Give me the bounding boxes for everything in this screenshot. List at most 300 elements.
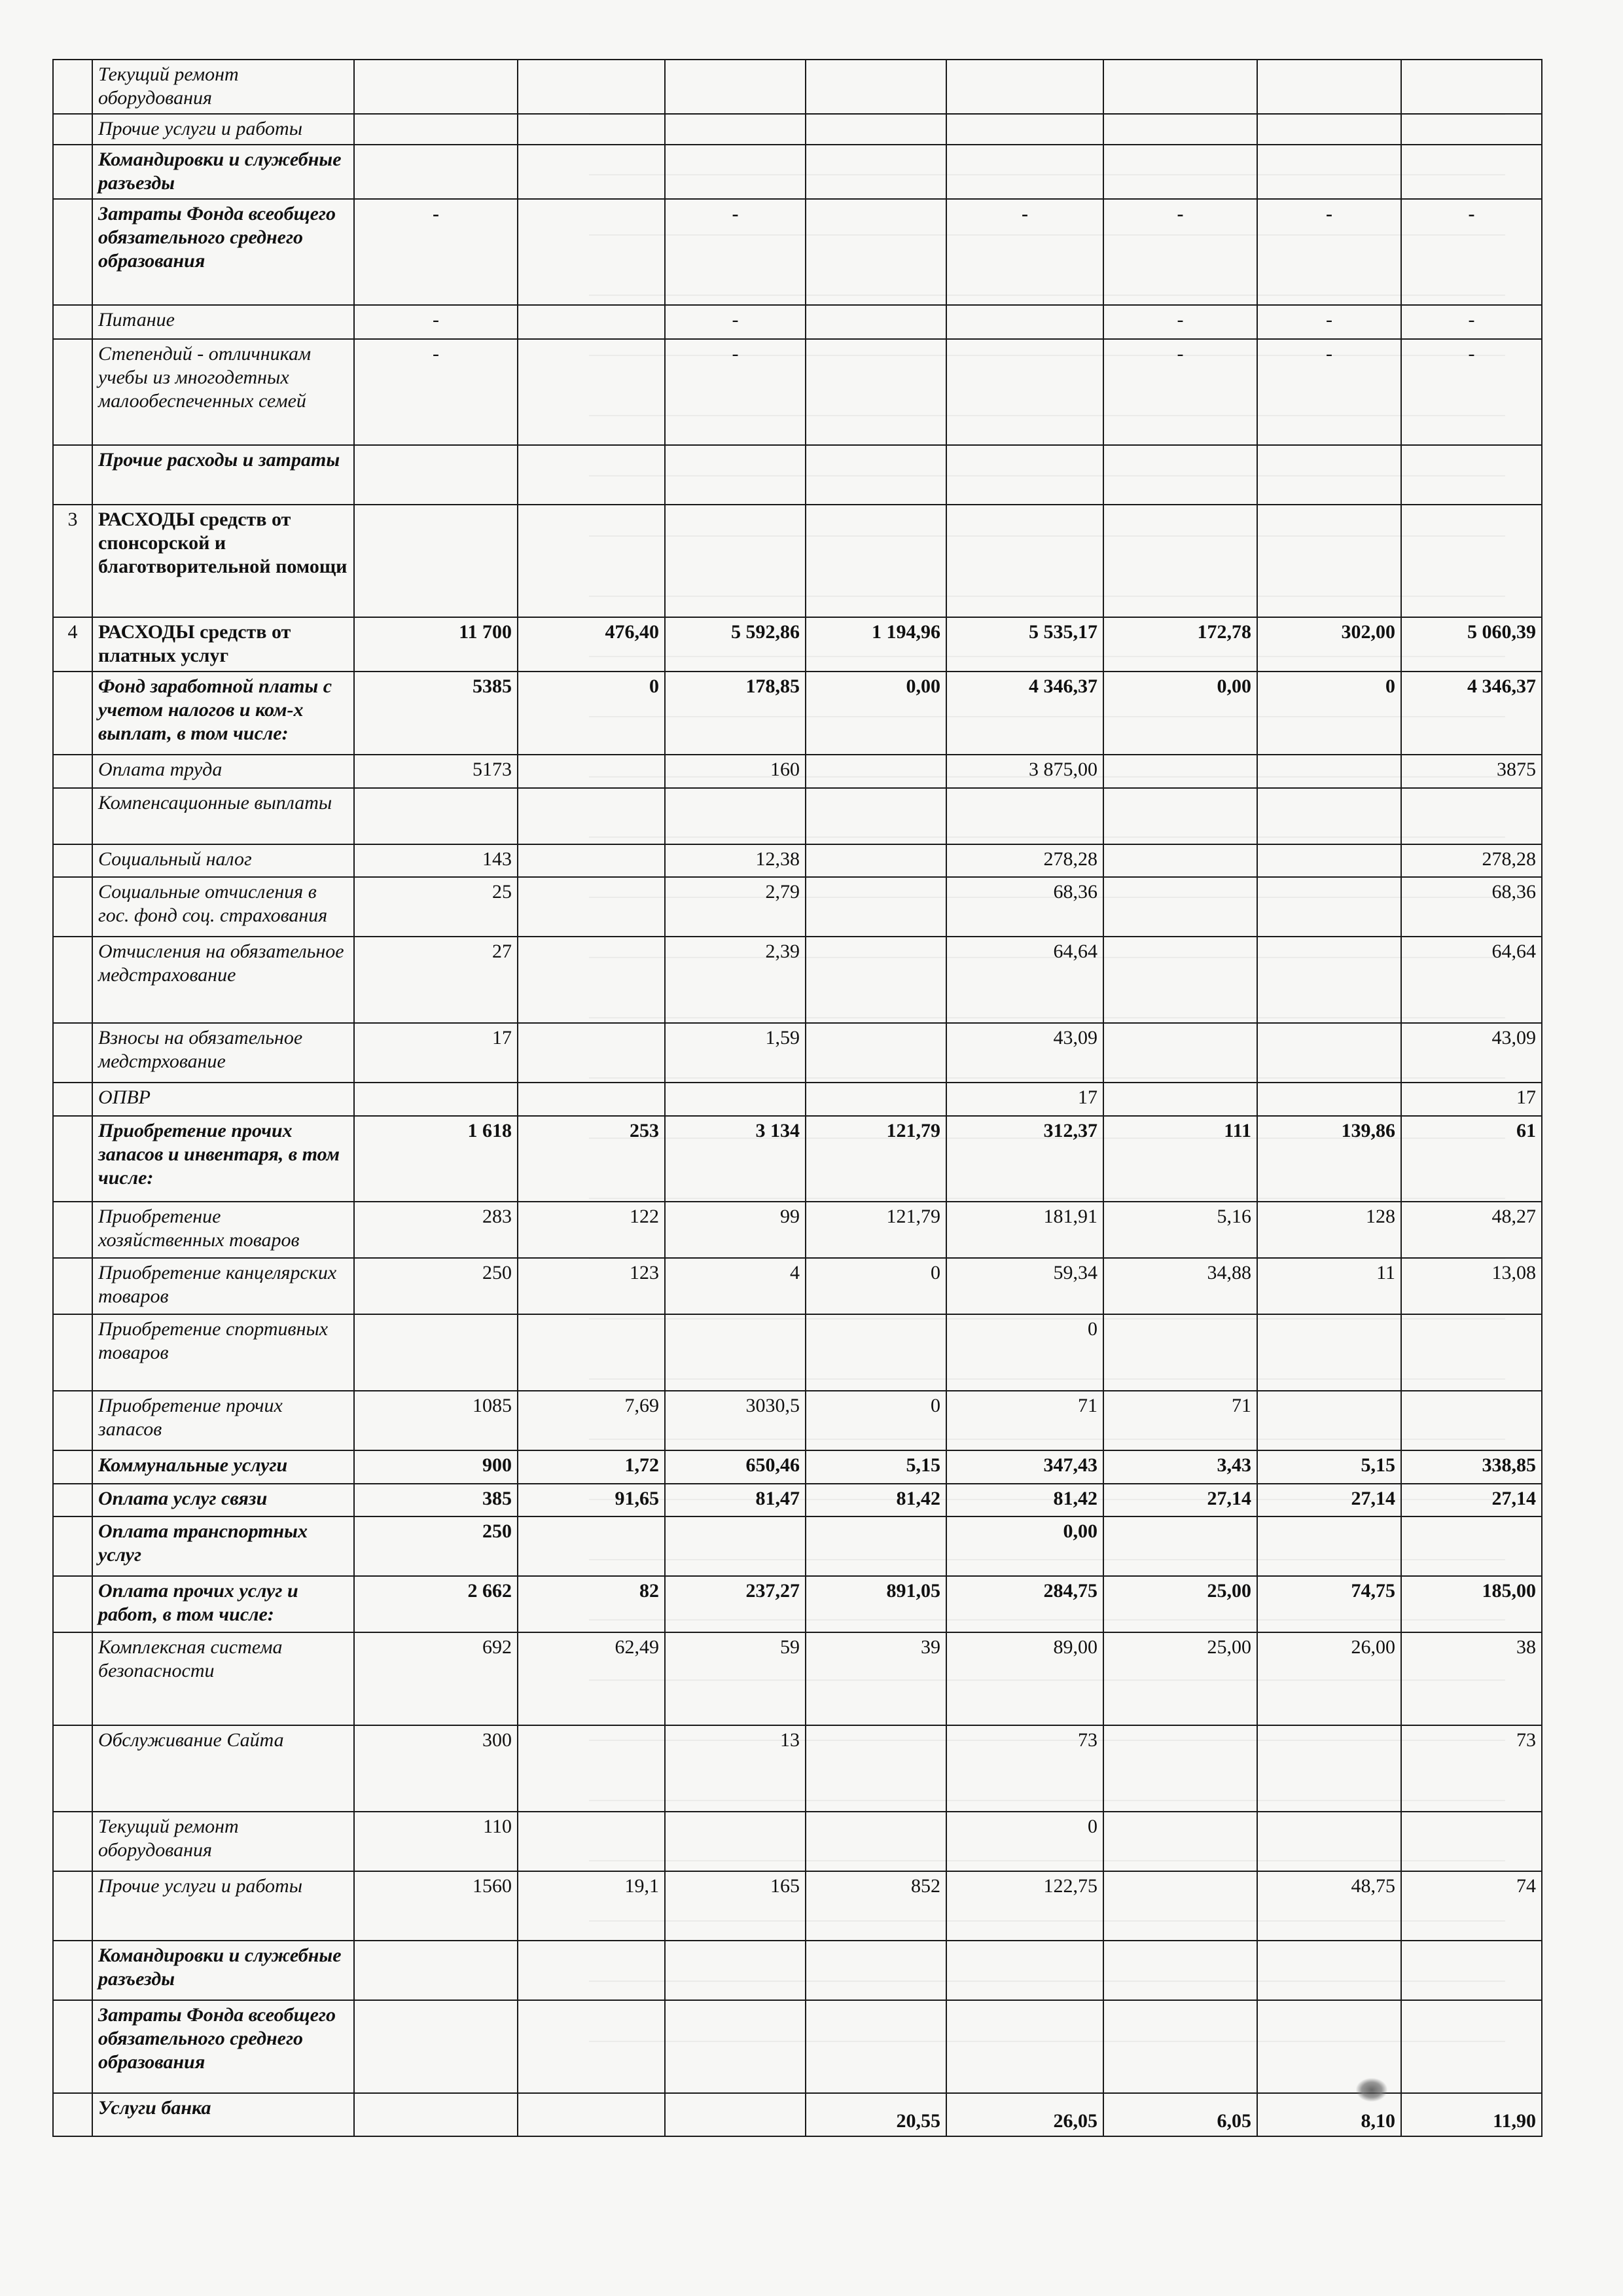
value-cell: 91,65 [518,1484,665,1517]
value-cell [806,1023,946,1083]
value-cell: 385 [354,1484,518,1517]
row-number-cell [53,1023,92,1083]
value-cell: 891,05 [806,1576,946,1632]
value-cell: 250 [354,1258,518,1314]
value-cell [1257,60,1401,114]
value-cell [518,1725,665,1812]
row-label-cell: Приобретение спортивных товаров [92,1314,354,1390]
row-number-cell [53,1576,92,1632]
value-cell [518,2093,665,2136]
value-cell: 73 [946,1725,1103,1812]
value-cell [1103,937,1257,1023]
value-cell: 111 [1103,1116,1257,1202]
value-cell [518,1023,665,1083]
table-row [53,844,1542,878]
value-cell [1257,1083,1401,1116]
value-cell: 3,43 [1103,1450,1257,1484]
value-cell [806,2000,946,2093]
value-cell [1257,877,1401,937]
value-cell [1103,114,1257,145]
value-cell [1103,145,1257,199]
expense-table [52,59,1543,2137]
value-cell [354,445,518,505]
row-label-cell: Приобретение хозяйственных товаров [92,1202,354,1258]
row-number-cell [53,877,92,937]
value-cell: 181,91 [946,1202,1103,1258]
value-cell [1257,1516,1401,1576]
value-cell: - [665,199,806,305]
row-label-cell: Оплата транспортных услуг [92,1516,354,1576]
value-cell: 4 346,37 [946,672,1103,755]
value-cell [665,1083,806,1116]
table-row [53,1391,1542,1450]
value-cell [518,788,665,844]
table-row [53,617,1542,672]
value-cell [806,1941,946,2000]
value-cell: 26,00 [1257,1632,1401,1725]
value-cell [1401,1314,1542,1390]
value-cell [1257,1812,1401,1871]
value-cell [518,1941,665,2000]
value-cell: 81,47 [665,1484,806,1517]
table-row [53,114,1542,145]
value-cell: 121,79 [806,1116,946,1202]
row-number-cell: 3 [53,505,92,617]
value-cell: 1 194,96 [806,617,946,672]
row-number-cell [53,1391,92,1450]
value-cell: 0,00 [946,1516,1103,1576]
value-cell: - [1257,305,1401,340]
value-cell: 650,46 [665,1450,806,1484]
value-cell [354,2093,518,2136]
value-cell: - [354,305,518,340]
row-number-cell [53,1941,92,2000]
value-cell [946,339,1103,445]
value-cell: 25 [354,877,518,937]
value-cell: 160 [665,755,806,788]
row-label-cell: Прочие расходы и затраты [92,445,354,505]
value-cell: 2,79 [665,877,806,937]
table-row [53,1871,1542,1941]
value-cell: - [1103,339,1257,445]
value-cell [665,505,806,617]
value-cell: 5,15 [806,1450,946,1484]
value-cell [354,505,518,617]
value-cell [946,788,1103,844]
table-row [53,2000,1542,2093]
row-number-cell [53,672,92,755]
value-cell: 0 [946,1812,1103,1871]
value-cell [518,305,665,340]
value-cell [354,1083,518,1116]
value-cell: 0 [1257,672,1401,755]
table-row [53,1116,1542,1202]
row-number-cell [53,445,92,505]
value-cell [665,445,806,505]
value-cell [1257,1314,1401,1390]
value-cell: 3 875,00 [946,755,1103,788]
value-cell: 27,14 [1103,1484,1257,1517]
value-cell [806,1725,946,1812]
value-cell [1401,1812,1542,1871]
table-row [53,1083,1542,1116]
value-cell [806,60,946,114]
value-cell: 20,55 [806,2093,946,2136]
value-cell [1103,844,1257,878]
row-label-cell: Прочие услуги и работы [92,114,354,145]
value-cell: 0 [518,672,665,755]
value-cell [665,788,806,844]
value-cell: 5 535,17 [946,617,1103,672]
value-cell: 43,09 [1401,1023,1542,1083]
row-label-cell: Взносы на обязательное медстрхование [92,1023,354,1083]
value-cell: 1560 [354,1871,518,1941]
row-label-cell: Оплата услуг связи [92,1484,354,1517]
value-cell: 71 [946,1391,1103,1450]
value-cell: 34,88 [1103,1258,1257,1314]
value-cell: 476,40 [518,617,665,672]
value-cell [1257,937,1401,1023]
value-cell [518,1516,665,1576]
value-cell: - [1257,339,1401,445]
value-cell [946,445,1103,505]
value-cell [806,305,946,340]
value-cell [806,445,946,505]
value-cell [1103,2000,1257,2093]
value-cell [354,114,518,145]
value-cell: 121,79 [806,1202,946,1258]
value-cell [946,60,1103,114]
value-cell: 2 662 [354,1576,518,1632]
value-cell [806,145,946,199]
value-cell: 237,27 [665,1576,806,1632]
value-cell [1103,1023,1257,1083]
value-cell: 62,49 [518,1632,665,1725]
value-cell: - [665,305,806,340]
value-cell [806,1516,946,1576]
ink-smudge [1356,2078,1387,2102]
value-cell: 123 [518,1258,665,1314]
value-cell: 64,64 [946,937,1103,1023]
row-number-cell [53,1083,92,1116]
table-row [53,877,1542,937]
table-row [53,1314,1542,1390]
table-row [53,339,1542,445]
value-cell [946,1941,1103,2000]
value-cell [946,2000,1103,2093]
value-cell [518,937,665,1023]
value-cell: 11,90 [1401,2093,1542,2136]
value-cell [1103,1871,1257,1941]
table-row [53,445,1542,505]
value-cell [946,305,1103,340]
value-cell [354,1941,518,2000]
row-number-cell [53,1632,92,1725]
value-cell: - [1401,339,1542,445]
value-cell [806,1083,946,1116]
value-cell: 61 [1401,1116,1542,1202]
value-cell: 278,28 [1401,844,1542,878]
value-cell: 11 700 [354,617,518,672]
value-cell [1103,1516,1257,1576]
value-cell [806,339,946,445]
row-number-cell [53,2093,92,2136]
value-cell [518,1083,665,1116]
row-number-cell [53,60,92,114]
row-number-cell [53,1450,92,1484]
value-cell [354,1314,518,1390]
table-row [53,145,1542,199]
table-row [53,199,1542,305]
value-cell [518,755,665,788]
value-cell: - [1103,199,1257,305]
value-cell: - [665,339,806,445]
expense-table-container [52,59,1541,2137]
value-cell [354,145,518,199]
value-cell [518,1812,665,1871]
value-cell [518,145,665,199]
value-cell: 68,36 [1401,877,1542,937]
value-cell: 17 [946,1083,1103,1116]
value-cell [1257,505,1401,617]
value-cell [665,145,806,199]
value-cell: 5 592,86 [665,617,806,672]
row-number-cell [53,1258,92,1314]
value-cell [518,844,665,878]
value-cell [665,2000,806,2093]
value-cell [518,339,665,445]
value-cell: 81,42 [946,1484,1103,1517]
value-cell: - [354,339,518,445]
value-cell [806,844,946,878]
value-cell: 253 [518,1116,665,1202]
value-cell: 48,75 [1257,1871,1401,1941]
row-label-cell: Оплата прочих услуг и работ, в том числе: [92,1576,354,1632]
row-number-cell [53,1314,92,1390]
value-cell [1401,445,1542,505]
value-cell [1103,445,1257,505]
value-cell [806,877,946,937]
value-cell: 185,00 [1401,1576,1542,1632]
value-cell [1257,755,1401,788]
row-number-cell [53,755,92,788]
value-cell: 39 [806,1632,946,1725]
value-cell: 0 [946,1314,1103,1390]
value-cell: 900 [354,1450,518,1484]
value-cell [518,199,665,305]
row-label-cell: РАСХОДЫ средств от спонсорской и благотворительной помощи [92,505,354,617]
table-row [53,505,1542,617]
row-label-cell: Командировки и служебные разъезды [92,1941,354,2000]
table-row [53,1812,1542,1871]
row-label-cell: ОПВР [92,1083,354,1116]
value-cell: - [1401,305,1542,340]
row-label-cell: Приобретение прочих запасов [92,1391,354,1450]
value-cell [665,1812,806,1871]
value-cell: 74 [1401,1871,1542,1941]
value-cell: 143 [354,844,518,878]
row-label-cell: Социальный налог [92,844,354,878]
value-cell [1401,1391,1542,1450]
row-label-cell: Приобретение прочих запасов и инвентаря, в том числе: [92,1116,354,1202]
value-cell: 3 134 [665,1116,806,1202]
value-cell [1401,505,1542,617]
value-cell: 300 [354,1725,518,1812]
table-row [53,305,1542,340]
value-cell: - [1103,305,1257,340]
value-cell: 692 [354,1632,518,1725]
value-cell: 1,72 [518,1450,665,1484]
value-cell: 2,39 [665,937,806,1023]
value-cell [806,755,946,788]
value-cell: 71 [1103,1391,1257,1450]
row-number-cell [53,1202,92,1258]
value-cell: 1 618 [354,1116,518,1202]
value-cell: 302,00 [1257,617,1401,672]
value-cell: 5 060,39 [1401,617,1542,672]
value-cell [1103,505,1257,617]
value-cell: - [354,199,518,305]
value-cell: 0,00 [806,672,946,755]
row-label-cell: Приобретение канцелярских товаров [92,1258,354,1314]
value-cell: 68,36 [946,877,1103,937]
table-row [53,1484,1542,1517]
row-number-cell [53,1516,92,1576]
row-number-cell [53,1725,92,1812]
table-row [53,1516,1542,1576]
row-label-cell: Текущий ремонт оборудования [92,1812,354,1871]
table-row [53,788,1542,844]
value-cell: 27,14 [1257,1484,1401,1517]
row-label-cell: Затраты Фонда всеобщего обязательного среднего образования [92,199,354,305]
value-cell [354,2000,518,2093]
value-cell [665,1516,806,1576]
row-label-cell: Отчисления на обязательное медстрахование [92,937,354,1023]
value-cell: 7,69 [518,1391,665,1450]
value-cell [1257,1391,1401,1450]
value-cell [1257,145,1401,199]
value-cell [806,199,946,305]
value-cell [354,60,518,114]
table-row [53,2093,1542,2136]
value-cell [518,505,665,617]
value-cell [665,60,806,114]
value-cell: 13,08 [1401,1258,1542,1314]
value-cell [1401,114,1542,145]
value-cell: 312,37 [946,1116,1103,1202]
row-number-cell [53,1871,92,1941]
value-cell: 284,75 [946,1576,1103,1632]
table-row [53,1725,1542,1812]
value-cell [518,1314,665,1390]
value-cell: 110 [354,1812,518,1871]
table-row [53,672,1542,755]
value-cell: 172,78 [1103,617,1257,672]
row-label-cell: Комплексная система безопасности [92,1632,354,1725]
value-cell: 89,00 [946,1632,1103,1725]
table-row [53,1632,1542,1725]
value-cell: 347,43 [946,1450,1103,1484]
value-cell [1257,114,1401,145]
value-cell: 1,59 [665,1023,806,1083]
value-cell [1103,755,1257,788]
table-row [53,1258,1542,1314]
value-cell: 0 [806,1391,946,1450]
value-cell: 12,38 [665,844,806,878]
value-cell: 27 [354,937,518,1023]
row-number-cell [53,1812,92,1871]
value-cell: 5173 [354,755,518,788]
value-cell: 27,14 [1401,1484,1542,1517]
row-label-cell: Степендий - отличникам учебы из многодетных малообеспеченных семей [92,339,354,445]
value-cell: 4 346,37 [1401,672,1542,755]
table-row [53,1023,1542,1083]
value-cell: - [1401,199,1542,305]
value-cell: 74,75 [1257,1576,1401,1632]
row-number-cell [53,937,92,1023]
value-cell [665,1941,806,2000]
value-cell [806,505,946,617]
value-cell [1401,1516,1542,1576]
row-number-cell [53,1484,92,1517]
row-label-cell: Текущий ремонт оборудования [92,60,354,114]
value-cell: 852 [806,1871,946,1941]
value-cell: 13 [665,1725,806,1812]
value-cell: 82 [518,1576,665,1632]
row-label-cell: Услуги банка [92,2093,354,2136]
value-cell [1103,60,1257,114]
value-cell [806,1812,946,1871]
value-cell: 4 [665,1258,806,1314]
value-cell: 0,00 [1103,672,1257,755]
row-number-cell [53,2000,92,2093]
value-cell [518,60,665,114]
value-cell [665,2093,806,2136]
value-cell [1257,788,1401,844]
row-number-cell [53,114,92,145]
value-cell: 25,00 [1103,1576,1257,1632]
value-cell: 11 [1257,1258,1401,1314]
value-cell [946,145,1103,199]
row-label-cell: Затраты Фонда всеобщего обязательного среднего образования [92,2000,354,2093]
value-cell [1401,60,1542,114]
value-cell: 1085 [354,1391,518,1450]
value-cell: 338,85 [1401,1450,1542,1484]
value-cell: 99 [665,1202,806,1258]
value-cell: 3030,5 [665,1391,806,1450]
value-cell [518,114,665,145]
value-cell [946,505,1103,617]
row-label-cell: Фонд заработной платы с учетом налогов и ком-х выплат, в том числе: [92,672,354,755]
value-cell [1257,1023,1401,1083]
value-cell: 178,85 [665,672,806,755]
value-cell: - [1257,199,1401,305]
value-cell: 59 [665,1632,806,1725]
value-cell: 5,16 [1103,1202,1257,1258]
value-cell: 25,00 [1103,1632,1257,1725]
value-cell [1103,1083,1257,1116]
row-number-cell [53,339,92,445]
value-cell [1401,145,1542,199]
value-cell: 17 [1401,1083,1542,1116]
value-cell [1257,445,1401,505]
row-label-cell: Командировки и служебные разъезды [92,145,354,199]
value-cell [665,114,806,145]
value-cell: 64,64 [1401,937,1542,1023]
row-label-cell: Социальные отчисления в гос. фонд соц. страхования [92,877,354,937]
value-cell [1257,1725,1401,1812]
row-label-cell: РАСХОДЫ средств от платных услуг [92,617,354,672]
